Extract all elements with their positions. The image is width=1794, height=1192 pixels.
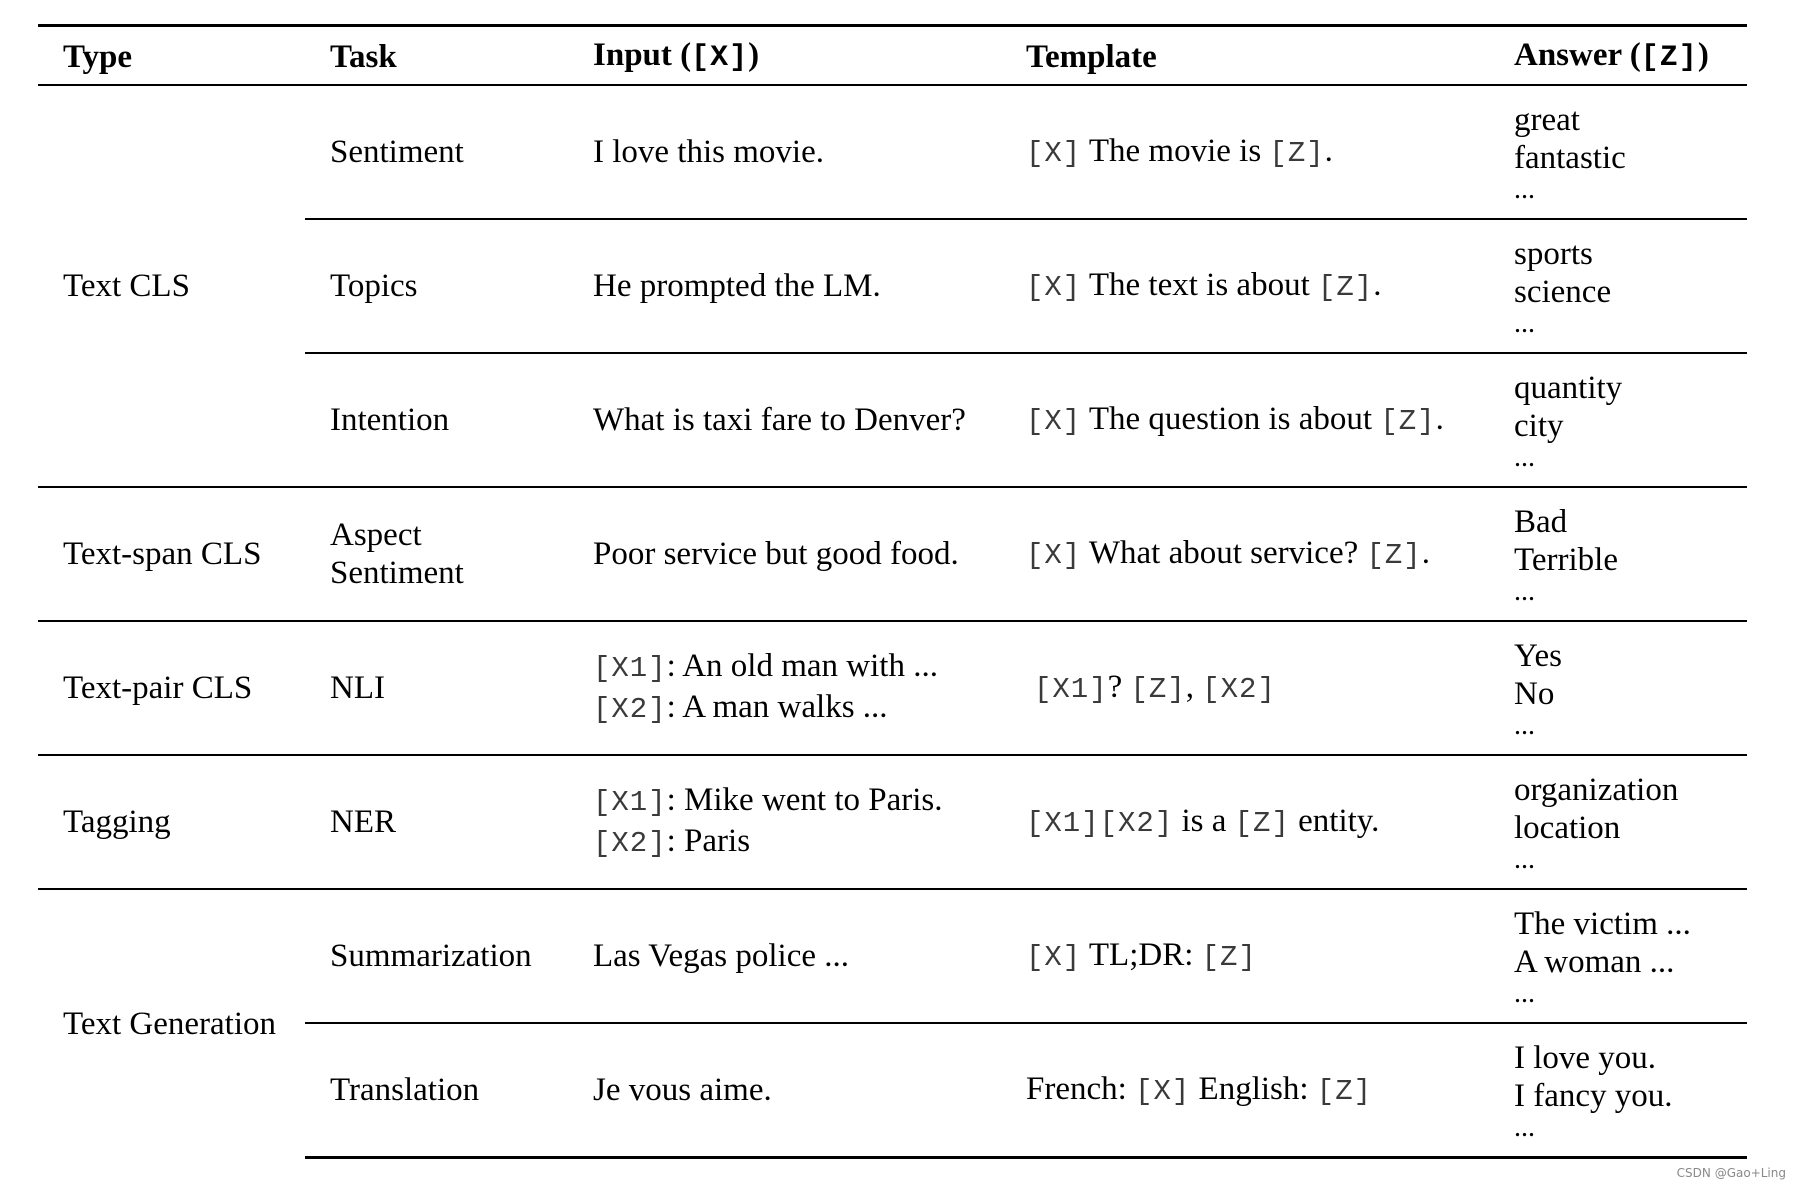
template-text: is a xyxy=(1173,802,1235,839)
answer-item: great xyxy=(1514,102,1580,138)
template-cell xyxy=(1001,487,1489,621)
header-type: Type xyxy=(38,26,305,86)
template-end: . xyxy=(1421,534,1430,571)
header-answer-close: ) xyxy=(1697,37,1709,73)
answer-item: quantity xyxy=(1514,370,1623,406)
template-x1-token: [X1] xyxy=(1034,672,1108,706)
input-x2-token: [X2] xyxy=(593,827,667,860)
task-cell: Intention xyxy=(305,353,568,487)
input-cell: What is taxi fare to Denver? xyxy=(568,353,1001,487)
task-cell: NER xyxy=(305,755,568,889)
answer-cell xyxy=(1489,219,1747,353)
template-text: The question is about xyxy=(1081,400,1381,437)
header-answer-code: [Z] xyxy=(1640,41,1698,75)
header-answer xyxy=(1489,26,1747,86)
template-z-token: [Z] xyxy=(1201,940,1257,974)
answer-cell xyxy=(1489,621,1747,755)
answer-ellipsis: ... xyxy=(1514,308,1535,339)
input-cell xyxy=(568,755,1001,889)
input-cell: Je vous aime. xyxy=(568,1023,1001,1158)
template-x-token: [X] xyxy=(1026,404,1082,438)
task-cell: Summarization xyxy=(305,889,568,1023)
template-cell xyxy=(1001,85,1489,219)
task-cell: Translation xyxy=(305,1023,568,1158)
input-cell: He prompted the LM. xyxy=(568,219,1001,353)
answer-ellipsis: ... xyxy=(1514,978,1535,1009)
answer-ellipsis: ... xyxy=(1514,576,1535,607)
answer-item: Terrible xyxy=(1514,542,1618,578)
input-text: : A man walks ... xyxy=(666,689,888,725)
header-input-code: [X] xyxy=(691,41,749,75)
template-z-token: [Z] xyxy=(1318,270,1374,304)
input-text: : Mike went to Paris. xyxy=(666,782,943,818)
template-x-token: [X] xyxy=(1026,538,1082,572)
template-text: The text is about xyxy=(1081,266,1318,303)
answer-ellipsis: ... xyxy=(1514,174,1535,205)
template-text: French: xyxy=(1026,1070,1136,1107)
template-cell xyxy=(1001,889,1489,1023)
input-line xyxy=(593,781,1001,822)
group-label-tagging: Tagging xyxy=(38,755,305,889)
task-cell: NLI xyxy=(305,621,568,755)
template-z-token: [Z] xyxy=(1130,672,1186,706)
template-end: . xyxy=(1324,132,1333,169)
prompt-templates-table xyxy=(38,24,1747,1159)
answer-item: Yes xyxy=(1514,638,1563,674)
header-input-label: Input ( xyxy=(593,37,692,73)
answer-ellipsis: ... xyxy=(1514,1112,1535,1143)
answer-item: No xyxy=(1514,676,1555,712)
table-row-summarization xyxy=(38,889,1747,1023)
answer-ellipsis: ... xyxy=(1514,710,1535,741)
template-cell xyxy=(1001,755,1489,889)
template-x-token: [X] xyxy=(1135,1074,1191,1108)
template-text: The movie is xyxy=(1081,132,1270,169)
template-end: . xyxy=(1435,400,1444,437)
template-x-token: [X] xyxy=(1026,136,1082,170)
template-text: What about service? xyxy=(1081,534,1367,571)
answer-cell xyxy=(1489,755,1747,889)
table-row-nli xyxy=(38,621,1747,755)
header-task: Task xyxy=(305,26,568,86)
template-z-token: [Z] xyxy=(1316,1074,1373,1108)
answer-item: science xyxy=(1514,274,1612,310)
answer-item: organization xyxy=(1514,772,1679,808)
template-z-token: [Z] xyxy=(1269,136,1325,170)
answer-cell xyxy=(1489,85,1747,219)
answer-item: city xyxy=(1514,408,1564,444)
task-cell xyxy=(305,487,568,621)
watermark-text: CSDN @Gao+Ling xyxy=(1676,1166,1786,1180)
answer-item: I fancy you. xyxy=(1514,1078,1673,1114)
template-z-token: [Z] xyxy=(1234,806,1290,840)
header-input-close: ) xyxy=(748,37,760,73)
header-answer-label: Answer ( xyxy=(1514,37,1641,73)
group-label-text-cls: Text CLS xyxy=(63,268,190,304)
input-line xyxy=(593,688,1001,729)
template-cell xyxy=(1001,1023,1489,1158)
template-end: . xyxy=(1373,266,1382,303)
template-end: entity. xyxy=(1289,802,1380,839)
template-cell xyxy=(1001,219,1489,353)
input-text: : Paris xyxy=(666,823,751,859)
table-row-ner xyxy=(38,755,1747,889)
answer-item: fantastic xyxy=(1514,140,1626,176)
input-x1-token: [X1] xyxy=(593,652,667,685)
answer-ellipsis: ... xyxy=(1514,844,1535,875)
answer-item: sports xyxy=(1514,236,1593,272)
table-row-aspect-sentiment xyxy=(38,487,1747,621)
template-x1x2-token: [X1][X2] xyxy=(1026,806,1174,840)
answer-item: The victim ... xyxy=(1514,906,1691,942)
template-x2-token: [X2] xyxy=(1202,672,1276,706)
template-text: , xyxy=(1185,668,1203,705)
group-label-text-pair-cls: Text-pair CLS xyxy=(38,621,305,755)
answer-item: location xyxy=(1514,810,1621,846)
group-label-text-span-cls: Text-span CLS xyxy=(38,487,305,621)
table-row-sentiment xyxy=(38,85,1747,219)
input-cell: Poor service but good food. xyxy=(568,487,1001,621)
answer-item: I love you. xyxy=(1514,1040,1657,1076)
input-x1-token: [X1] xyxy=(593,786,667,819)
template-x-token: [X] xyxy=(1026,270,1082,304)
header-input xyxy=(568,26,1001,86)
header-row xyxy=(38,26,1747,86)
template-text: English: xyxy=(1190,1070,1317,1107)
answer-cell xyxy=(1489,487,1747,621)
task-line: Sentiment xyxy=(330,555,464,591)
answer-item: Bad xyxy=(1514,504,1568,540)
answer-cell xyxy=(1489,889,1747,1023)
answer-cell xyxy=(1489,353,1747,487)
template-text: TL;DR: xyxy=(1081,936,1202,973)
template-cell xyxy=(1001,621,1489,755)
input-line xyxy=(593,647,1001,688)
input-cell xyxy=(568,621,1001,755)
input-cell: I love this movie. xyxy=(593,134,824,170)
input-x2-token: [X2] xyxy=(593,693,667,726)
template-x-token: [X] xyxy=(1026,940,1082,974)
answer-item: A woman ... xyxy=(1514,944,1675,980)
input-text: : An old man with ... xyxy=(666,648,938,684)
input-line xyxy=(593,822,1001,863)
header-template: Template xyxy=(1001,26,1489,86)
answer-ellipsis: ... xyxy=(1514,442,1535,473)
task-cell: Topics xyxy=(305,219,568,353)
prompt-table-container xyxy=(38,24,1747,1159)
input-cell: Las Vegas police ... xyxy=(568,889,1001,1023)
template-z-token: [Z] xyxy=(1366,538,1422,572)
answer-cell xyxy=(1489,1023,1747,1158)
group-label-text-generation: Text Generation xyxy=(38,889,305,1158)
template-cell xyxy=(1001,353,1489,487)
template-z-token: [Z] xyxy=(1380,404,1436,438)
template-text: ? xyxy=(1107,668,1131,705)
task-line: Aspect xyxy=(330,517,422,553)
task-cell: Sentiment xyxy=(330,134,464,170)
